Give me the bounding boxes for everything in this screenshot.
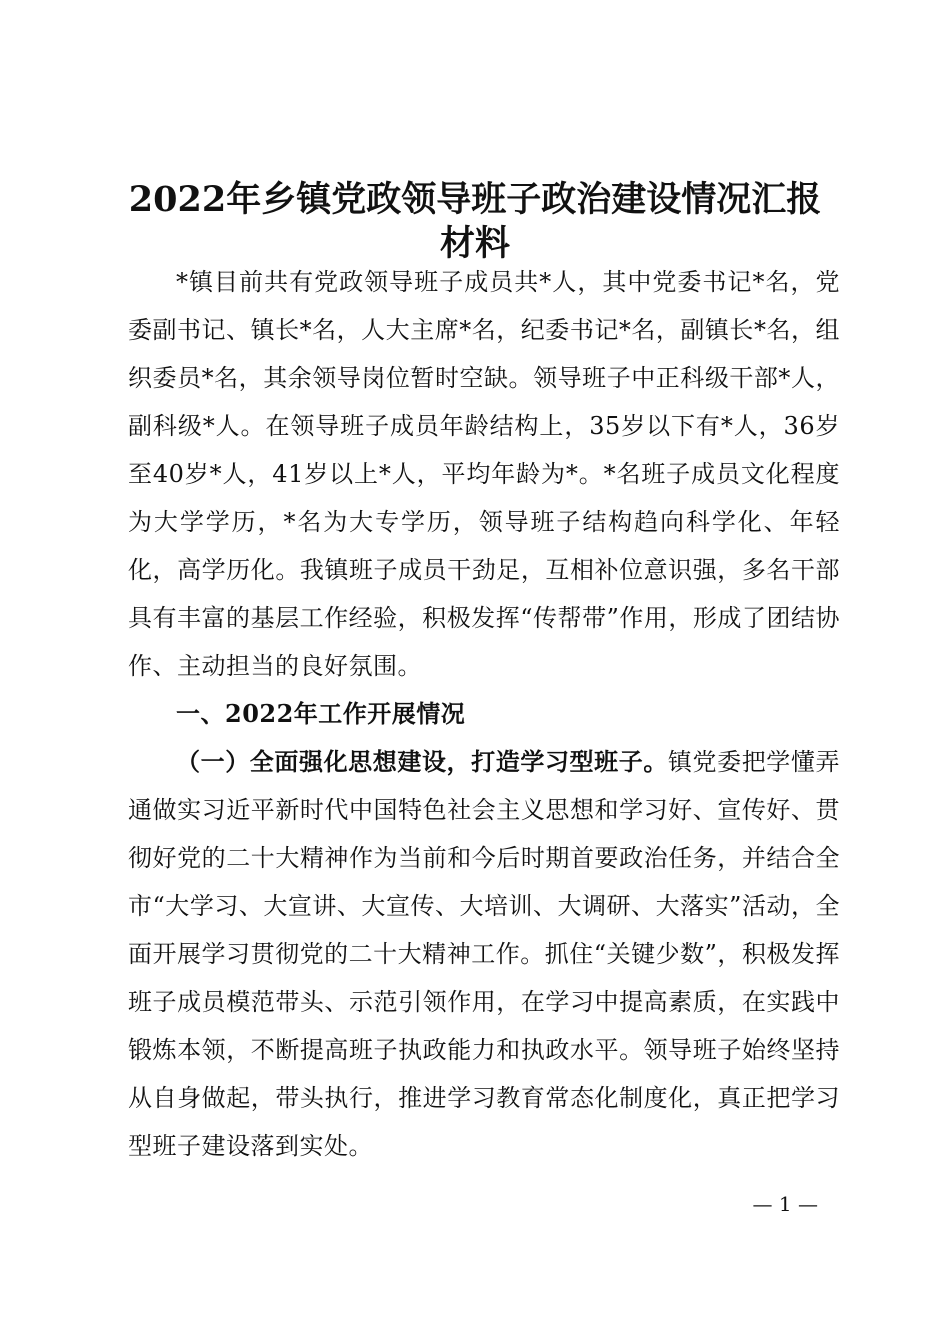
subsection-paragraph xyxy=(128,738,840,1170)
section-heading: 一、2022年工作开展情况 xyxy=(176,699,466,728)
page-number: — 1 — xyxy=(752,1192,818,1216)
title-line-1: 2022年乡镇党政领导班子政治建设情况汇报 xyxy=(128,179,822,220)
intro-paragraph: *镇目前共有党政领导班子成员共*人，其中党委书记*名，党委副书记、镇长*名，人大主席*名，纪委书记*名，副镇长*名，组织委员*名，其余领导岗位暂时空缺。领导班子中正科级干部*人，副科级*人。在领导班子成员年龄结构上，35岁以下有*人，36岁至40岁*人，41岁以上*人，平均年龄为*。*名班子成员文化程度为大学学历，*名为大专学历，领导班子结构趋向科学化、年轻化，高学历化。我镇班子成员干劲足，互相补位意识强，多名干部具有丰富的基层工作经验，积极发挥“传帮带”作用，形成了团结协作、主动担当的良好氛围。 xyxy=(128,268,840,680)
subsection-text: 镇党委把学懂弄通做实习近平新时代中国特色社会主义思想和学习好、宣传好、贯彻好党的二十大精神作为当前和今后时期首要政治任务，并结合全市“大学习、大宣讲、大宣传、大培训、大调研、大落实”活动，全面开展学习贯彻党的二十大精神工作。抓住“关键少数”，积极发挥班子成员模范带头、示范引领作用，在学习中提高素质，在实践中锻炼本领，不断提高班子执政能力和执政水平。领导班子始终坚持从自身做起，带头执行，推进学习教育常态化制度化，真正把学习型班子建设落到实处。 xyxy=(128,748,840,1160)
document-title xyxy=(120,178,830,266)
title-line-2: 材料 xyxy=(439,223,510,264)
subsection-heading: （一）全面强化思想建设，打造学习型班子。 xyxy=(176,747,668,776)
document-body xyxy=(128,258,840,1170)
